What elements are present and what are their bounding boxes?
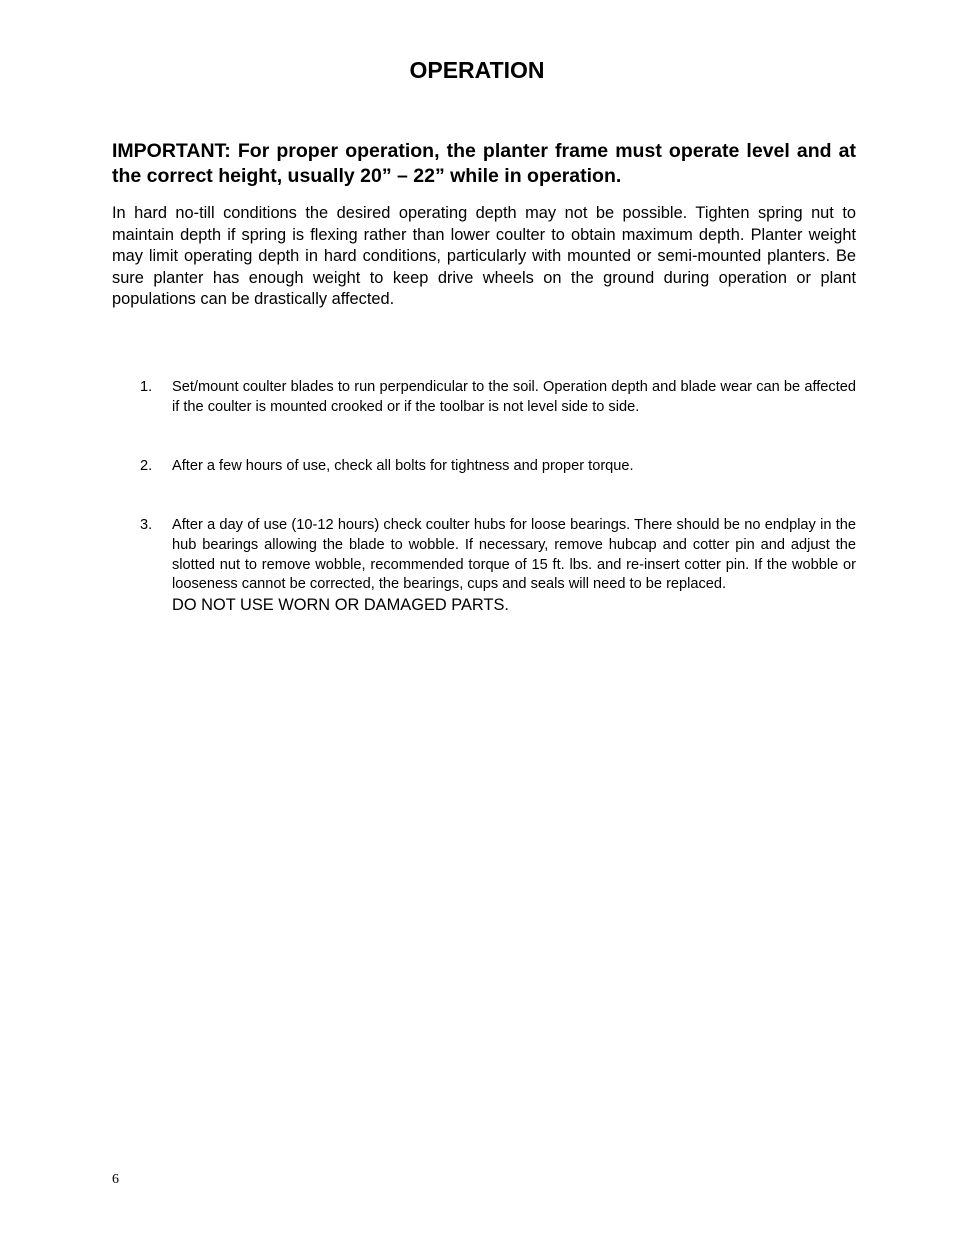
list-item-text: After a few hours of use, check all bolts for tightness and proper torque. — [172, 458, 634, 474]
page-number: 6 — [112, 1172, 119, 1187]
page-title: OPERATION — [409, 57, 545, 83]
list-item-text: Set/mount coulter blades to run perpendicular to the soil. Operation depth and blade wear can be affected if the coulter is mounted crooked or if the toolbar is not level side to side. — [172, 379, 856, 415]
list-item-number: 2. — [140, 458, 153, 474]
list-item-number: 1. — [140, 379, 153, 395]
list-item — [140, 457, 856, 477]
important-notice: IMPORTANT: For proper operation, the planter frame must operate level and at the correct height, usually 20” – 22” while in operation. — [112, 140, 856, 187]
list-item-number: 3. — [140, 517, 153, 533]
list-item-text: After a day of use (10-12 hours) check coulter hubs for loose bearings. There should be no endplay in the hub bearings allowing the blade to wobble. If necessary, remove hubcap and cotter pin and adjust the slotted nut to remove wobble, recommended torque of 15 ft. lbs. and re-insert cotter pin. If the wobble or looseness cannot be corrected, the bearings, cups and seals will need to be replaced. — [172, 517, 856, 593]
warning-note: DO NOT USE WORN OR DAMAGED PARTS. — [172, 596, 509, 615]
list-item — [140, 516, 856, 616]
intro-paragraph: In hard no-till conditions the desired operating depth may not be possible. Tighten spring nut to maintain depth if spring is flexing rather than lower coulter to obtain maximum depth. Planter weight may limit operating depth in hard conditions, particularly with mounted or semi-mounted planters. Be sure planter has enough weight to keep drive wheels on the ground during operation or plant populations can be drastically affected. — [112, 204, 856, 308]
list-item — [140, 378, 856, 418]
